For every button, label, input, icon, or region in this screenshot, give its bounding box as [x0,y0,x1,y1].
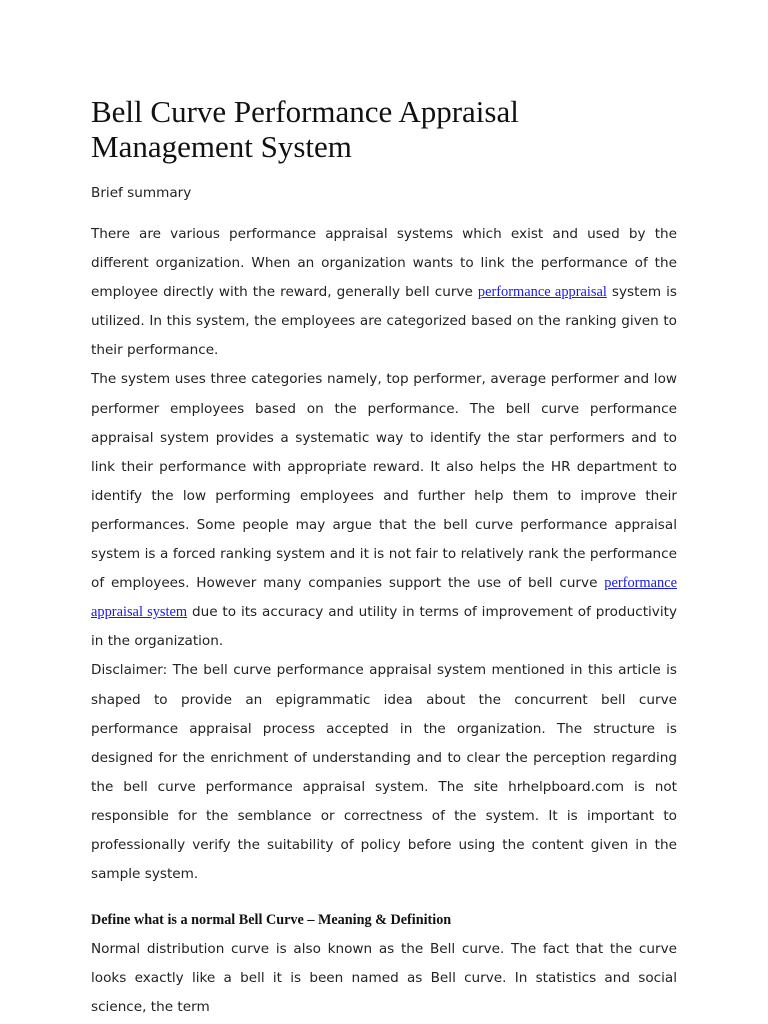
disclaimer-paragraph: Disclaimer: The bell curve performance appraisal system mentioned in this article is shaped to provide an epigrammatic idea about the concurrent bell curve performance appraisal process accepted in the organization. The structure is designed for the enrichment of understanding and to clear the perception regarding the bell curve performance appraisal system. The site hrhelpboard.com is not responsible for the semblance or correctness of the system. It is important to professionally verify the suitability of policy before using the content given in the sample system. [91,662,677,883]
summary-label: Brief summary [91,185,192,201]
intro-text-before: There are various performance appraisal systems which exist and used by the different organization. When an organization wants to link the performance of the employee directly with the reward, generally bell curve [91,226,677,301]
document-page [91,0,677,1022]
performance-appraisal-system-link[interactable]: performance appraisal system [91,575,677,621]
intro-paragraph [91,220,677,365]
intro-text-after: system is utilized. In this system, the employees are categorized based on the ranking given to their performance. [91,284,677,359]
page-title: Bell Curve Performance Appraisal Management System [91,94,519,164]
bell-curve-definition-paragraph: Normal distribution curve is also known as the Bell curve. The fact that the curve looks exactly like a bell it is been named as Bell curve. In statistics and social science, the term [91,941,677,1016]
categories-text-before: The system uses three categories namely, top performer, average performer and low performer employees based on the performance. The bell curve performance appraisal system provides a systematic way to identify the star performers and to link their performance with appropriate reward. It also helps the HR department to identify the low performing employees and further help them to improve their performances. Some people may argue that the bell curve performance appraisal system is a forced ranking system and it is not fair to relatively rank the performance of employees. However many companies support the use of bell curve [91,371,677,592]
categories-paragraph [91,365,677,656]
categories-text-after: due to its accuracy and utility in terms of improvement of productivity in the organization. [91,604,678,650]
performance-appraisal-link[interactable]: performance appraisal [477,284,607,301]
section-heading: Define what is a normal Bell Curve – Meaning & Definition [91,912,452,929]
